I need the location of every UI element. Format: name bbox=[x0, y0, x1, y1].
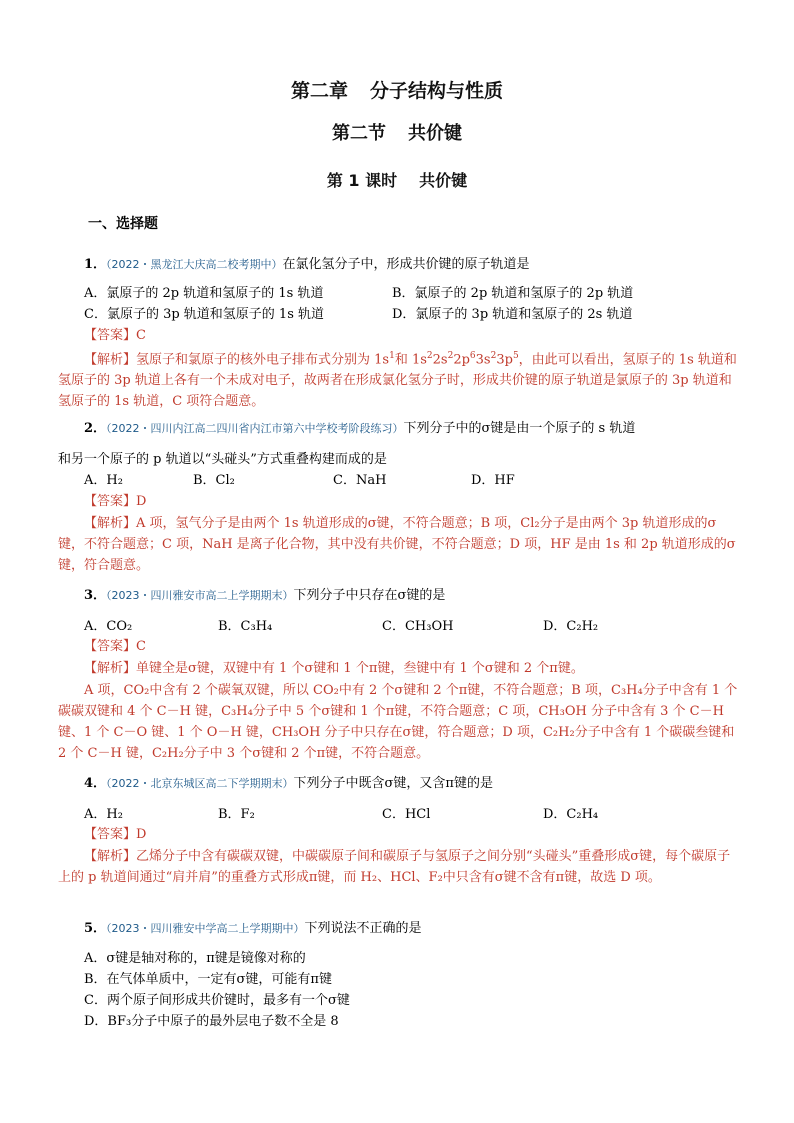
chapter-number: 第二章 bbox=[290, 80, 348, 102]
q3-option-d: D．C₂H₂ bbox=[543, 619, 599, 634]
q3-explanation: 【解析】单键全是σ键，双键中有 1 个σ键和 1 个π键，叁键中有 1 个σ键和 2 个π键。 bbox=[84, 661, 584, 676]
q4-explanation: 【解析】乙烯分子中含有碳碳双键，中碳碳原子间和碳原子与氢原子之间分别“头碰头”重叠形成σ键，每个碳原子上的 p 轨道间通过“肩并肩”的重叠方式形成π键，而 H₂、HCl、F₂中只含有σ键不含有π键，故选 D 项。 bbox=[58, 849, 731, 885]
question-number: 1． bbox=[84, 257, 107, 272]
question-text: 下列分子中只存在σ键的是 bbox=[293, 588, 446, 603]
question-number: 2． bbox=[84, 421, 107, 436]
q4-option-c: C．HCl bbox=[382, 807, 431, 822]
question-number: 5． bbox=[84, 921, 107, 936]
question-source: （2022・黑龙江大庆高二校考期中） bbox=[106, 258, 283, 271]
q1-option-a: A．氯原子的 2p 轨道和氢原子的 1s 轨道 bbox=[84, 286, 324, 301]
q2-option-a: A．H₂ bbox=[84, 473, 123, 488]
q5-option-d: D．BF₃分子中原子的最外层电子数不全是 8 bbox=[84, 1014, 339, 1029]
q3-answer: 【答案】C bbox=[84, 639, 146, 654]
question-source: （2022・四川内江高二四川省内江市第六中学校考阶段练习） bbox=[106, 422, 404, 435]
q4-option-b: B．F₂ bbox=[218, 807, 255, 822]
q3-explanation-detail: A 项，CO₂中含有 2 个碳氧双键，所以 CO₂中有 2 个σ键和 2 个π键，不符合题意；B 项，C₃H₄分子中含有 1 个碳碳双键和 4 个 C－H 键，C₃H₄分子中 5 个σ键和 1 个π键，不符合题意；C 项，CH₃OH 分子中含有 3 个 C－H 键、1 个 C－O 键、1 个 O－H 键，CH₃OH 分子中只存在σ键，符合题意；D 项，C₂H₂分子中含有 1 个碳碳叁键和 2 个 C－H 键，C₂H₂分子中 3 个σ键和 2 个π键，不符合题意。 bbox=[58, 683, 738, 761]
q4-option-a: A．H₂ bbox=[84, 807, 123, 822]
superscript: 6 bbox=[469, 351, 476, 361]
question-text: 下列分子中的σ键是由一个原子的 s 轨道 bbox=[403, 421, 636, 436]
q2-answer: 【答案】D bbox=[84, 494, 147, 509]
question-2-stem-cont: 和另一个原子的 p 轨道以“头碰头”方式重叠构建而成的是 bbox=[58, 452, 387, 467]
orbital: 3s bbox=[475, 352, 491, 368]
question-4-stem bbox=[84, 773, 493, 794]
superscript: 5 bbox=[512, 351, 519, 361]
question-number: 3． bbox=[84, 588, 107, 603]
question-source: （2022・北京东城区高二下学期期末） bbox=[106, 777, 294, 790]
lesson-title bbox=[0, 168, 794, 191]
superscript: 2 bbox=[490, 351, 497, 361]
part-title: 一、选择题 bbox=[88, 216, 158, 232]
q1-option-c: C．氯原子的 3p 轨道和氢原子的 1s 轨道 bbox=[84, 307, 325, 322]
question-5-stem bbox=[84, 918, 422, 939]
question-text: 在氯化氢分子中，形成共价键的原子轨道是 bbox=[282, 257, 530, 272]
question-text: 下列说法不正确的是 bbox=[304, 921, 422, 936]
q2-option-b: B．Cl₂ bbox=[193, 473, 235, 488]
q3-option-b: B．C₃H₄ bbox=[218, 619, 273, 634]
q2-option-c: C．NaH bbox=[333, 473, 387, 488]
q1-option-d: D．氯原子的 3p 轨道和氢原子的 2s 轨道 bbox=[392, 307, 633, 322]
chapter-name: 分子结构与性质 bbox=[370, 80, 504, 102]
lesson-name: 共价键 bbox=[419, 171, 468, 190]
section-title bbox=[0, 119, 794, 145]
q3-option-a: A．CO₂ bbox=[84, 619, 133, 634]
q2-explanation: 【解析】A 项，氢气分子是由两个 1s 轨道形成的σ键，不符合题意；B 项，Cl₂分子是由两个 3p 轨道形成的σ键，不符合题意；C 项，NaH 是离子化合物，其中没有共价键，不符合题意；D 项，HF 是由 1s 和 2p 轨道形成的σ键，符合题意。 bbox=[58, 516, 736, 573]
q1-explanation bbox=[58, 346, 742, 412]
connector-text: 和 bbox=[394, 352, 412, 368]
question-text: 下列分子中既含σ键，又含π键的是 bbox=[293, 776, 493, 791]
orbital: 3p bbox=[496, 352, 513, 368]
section-name: 共价键 bbox=[408, 123, 462, 144]
superscript: 2 bbox=[447, 351, 454, 361]
q4-option-d: D．C₂H₄ bbox=[543, 807, 599, 822]
section-number: 第二节 bbox=[332, 123, 386, 144]
q1-option-b: B．氯原子的 2p 轨道和氢原子的 2p 轨道 bbox=[392, 286, 634, 301]
question-2-stem bbox=[84, 418, 635, 439]
orbital: 2p bbox=[453, 352, 470, 368]
chapter-title bbox=[0, 76, 794, 103]
superscript: 1 bbox=[389, 351, 395, 361]
q1-explanation-part1: 【解析】氢原子和氯原子的核外电子排布式分别为 1s bbox=[84, 352, 390, 368]
question-number: 4． bbox=[84, 776, 107, 791]
q5-option-c: C．两个原子间形成共价键时，最多有一个σ键 bbox=[84, 993, 350, 1008]
q1-explanation-part2: ，由此可以看出，氢原子的 1s 轨道 bbox=[518, 352, 724, 368]
lesson-number: 第 1 课时 bbox=[326, 171, 398, 190]
q5-option-a: A．σ键是轴对称的，π键是镜像对称的 bbox=[84, 951, 306, 966]
orbital: 2s bbox=[432, 352, 448, 368]
q1-answer: 【答案】C bbox=[84, 328, 146, 343]
question-source: （2023・四川雅安市高二上学期期末） bbox=[106, 589, 294, 602]
question-source: （2023・四川雅安中学高二上学期期中） bbox=[106, 922, 305, 935]
q2-option-d: D．HF bbox=[471, 473, 515, 488]
q5-option-b: B．在气体单质中，一定有σ键，可能有π键 bbox=[84, 972, 332, 987]
q1-explanation-part3: 和氢原子的 3p 轨道上各有一个未成对电子，故两者在形成氯化氢分子时，形成共价键的原子轨道是氯原子的 3p 轨道和氢原子的 1s 轨道，C 项符合题意。 bbox=[58, 352, 737, 410]
question-3-stem bbox=[84, 585, 445, 606]
question-1-stem bbox=[84, 254, 530, 275]
q3-option-c: C．CH₃OH bbox=[382, 619, 454, 634]
q4-answer: 【答案】D bbox=[84, 827, 147, 842]
orbital: 1s bbox=[411, 352, 427, 368]
superscript: 2 bbox=[426, 351, 433, 361]
